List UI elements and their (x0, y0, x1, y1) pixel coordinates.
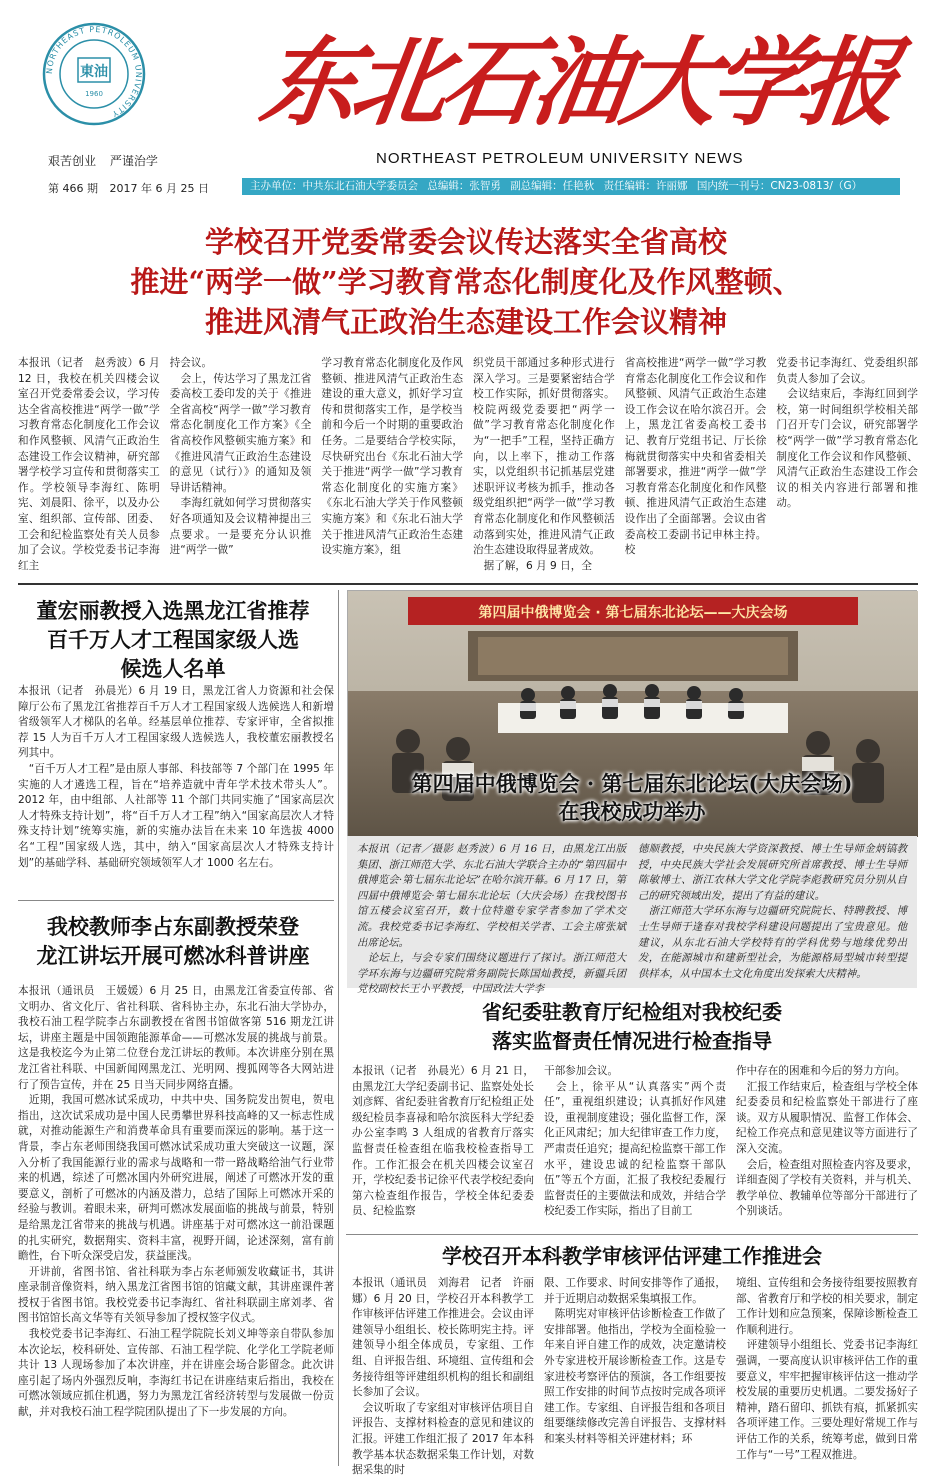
talent-headline (14, 596, 332, 683)
inspection-headline-line-1: 省纪委驻教育厅纪检组对我校纪委 (482, 1000, 782, 1024)
lead-column-6: 党委书记李海红、党委组织部负责人参加了会议。 会议结束后，李海红回到学校，第一时间组织学校相关部门召开专门会议，研究部署学校“两学一做”学习教育常态化制度化工作会议和作风整顿、风清气正政治生态建设工作会议的相关内容进行部署和推动。 (776, 357, 919, 510)
section-divider-right (346, 1234, 918, 1235)
inspection-headline (350, 998, 914, 1056)
motto-2: 严谨治学 (109, 154, 158, 168)
info-deputy-editor: 副总编辑：任艳秋 (510, 180, 595, 192)
issue-date: 2017 年 6 月 25 日 (109, 182, 209, 195)
motto-1: 艰苦创业 (48, 154, 97, 168)
inspection-article (352, 1064, 918, 1230)
paper-name-en: NORTHEAST PETROLEUM UNIVERSITY NEWS (376, 150, 744, 167)
lead-column-2: 持会议。 会上，传达学习了黑龙江省委高校工委印发的关于《推进全省高校“两学一做”学习教育常态化制度化工作方案》《全省高校作风整顿实施方案》和《推进风清气正政治生态建设的意见（试行）》的通知及领导讲话精神。 李海红就如何学习贯彻落实好各项通知及会议精神提出三点要求。一是要充分认识推进“两学一做” (169, 357, 312, 557)
assessment-column-3: 境组、宣传组和会务接待组要按照教育部、省教育厅和学校的相关要求，制定工作计划和应急预案，保障诊断检查工作顺利进行。 评建领导小组组长、党委书记李海红强调，一要高度认识审核评估工作的重要意义，牢牢把握审核评估这一推动学校发展的重要历史机遇。二要发扬好子精神，踏石留印、抓铁有痕，抓紧抓实各项评建工作。三要处理好常规工作与评估工作的关系，统筹考虑，做到日常工作与“一号”工程双推进。 (736, 1277, 918, 1461)
info-sponsor: 主办单位：中共东北石油大学委员会 (250, 180, 418, 192)
lecture-headline (14, 912, 332, 970)
photo-headline-line-1: 第四届中俄博览会 · 第七届东北论坛(大庆会场) (411, 771, 853, 796)
paper-name-logo: 东北石油大学报 (254, 26, 901, 139)
mottos (48, 152, 168, 169)
info-duty-editor: 责任编辑：许丽娜 (603, 180, 688, 192)
issue-line (48, 180, 217, 196)
lead-column-5: 省高校推进“两学一做”学习教育常态化制度化工作会议和作风整顿、风清气正政治生态建设工作会议在哈尔滨召开。会上，黑龙江省委高校工委书记、教育厅党组书记、厅长徐梅就贯彻落实中央和省委相关部署要求，推进“两学一做”学习教育常态化制度化和作风整顿、推进风清气正政治生态建设作出了全面部署。会议由省委高校工委副书记申林主持。校 (624, 357, 767, 557)
seal-year: 1960 (85, 90, 103, 98)
lecture-headline-line-2: 龙江讲坛开展可燃冰科普讲座 (36, 943, 310, 968)
assessment-headline: 学校召开本科教学审核评估评建工作推进会 (442, 1244, 822, 1268)
lead-column-3: 学习教育常态化制度化及作风整顿、推进风清气正政治生态建设的重大意义，抓好学习宣传和贯彻落实工作，是学校当前和今后一个时期的重要政治任务。二是要结合学校实际，尽快研究出台《东北石油大学关于推进“两学一做”学习教育常态化制度化的实施方案》《东北石油大学关于作风整顿实施方案》和《东北石油大学关于推进风清气正政治生态建设实施方案》，组 (321, 357, 464, 557)
photo-headline-line-2: 在我校成功举办 (558, 799, 706, 824)
talent-body: 本报讯（记者 孙晨光）6 月 19 日，黑龙江省人力资源和社会保障厅公布了黑龙江省推荐百千万人才工程国家级人选候选人和新增省级领军人才梯队的名单。经基层单位推荐、专家评审，全省拟推荐 15 人为百千万人才工程国家级人选候选人，我校董宏丽教授名列其中。 “百千万人才工程”是由原人事部、科技部等 7 个部门在 1995 年实施的人才遴选工程，旨在“培养造就中青年学术技术带头人”。2012 年，由中组部、人社部等 11 个部门共同实施了“国家高层次人才特殊支持计划”，将“百千万人才工程”纳入“国家高层次人才特殊支持计划”统筹实施，新的实施办法旨在未来 10 年选拔 4000 名“工程”国家级人选，其中，纳入“国家高层次人才特殊支持计划”的基础学科、基础研究领域领军人才 1000 名左右。 (18, 685, 334, 869)
info-issn: 国内统一刊号：CN23-0813/（G） (696, 180, 863, 192)
assessment-column-1: 本报讯（通讯员 刘海君 记者 许丽娜）6 月 20 日，学校召开本科教学工作审核评估评建工作推进会。会议由评建领导小组组长、校长陈明宪主持。评建领导小组全体成员，专家组、工作组、自评报告组、环境组、宣传组和会务接待组等评建组织机构的组长和副组长参加了会议。 会议听取了专家组对审核评估项目自评报告、支撑材料检查的意见和建议的汇报。评建工作组汇报了 2017 年本科教学基本状态数据采集工作计划，对数据采集的时 (352, 1277, 535, 1477)
photo-headline (350, 770, 914, 826)
photo-banner-text: 第四届中俄博览会 · 第七届东北论坛——大庆会场 (478, 605, 788, 621)
lead-headline-line-3: 推进风清气正政治生态建设工作会议精神 (204, 305, 727, 339)
photo-caption-column-1: 本报讯（记者／摄影 赵秀波）6 月 16 日，由黑龙江出版集团、浙江师范大学、东北石油大学联合主办的“第四届中俄博览会·第七届东北论坛”在哈尔滨开幕。6 月 17 日，第四届中俄博览会·第七届东北论坛（大庆会场）在我校图书馆五楼会议室召开，数十位特邀专家学者参加了学术交流。我校党委书记李海红、学校相关学者、工会主席张斌出席论坛。 论坛上，与会专家们围绕议题进行了探讨。浙江师范大学环东海与边疆研究院常务副院长陈国灿教授，新疆兵团党校副校长王小平教授，中国政法大学李 (357, 843, 626, 996)
talent-headline-line-1: 董宏丽教授入选黑龙江省推荐 (36, 598, 310, 623)
inspection-headline-line-2: 落实监督责任情况进行检查指导 (492, 1029, 772, 1053)
lead-article (18, 356, 918, 578)
lead-column-4: 织党员干部通过多种形式进行深入学习。三是要紧密结合学校工作实际，抓好贯彻落实。校院两级党委要把“两学一做”学习教育常态化制度化作为“一把手”工程，坚持正确方向，以上率下，推动工作落实，以党组织书记抓基层党建述职评议考核为抓手，推动各级党组织把“两学一做”学习教育常态化制度化和作风整顿活动落到实处，推进风清气正政治生态建设取得显著成效。 据了解，6 月 9 日，全 (473, 357, 615, 572)
lecture-headline-line-1: 我校教师李占东副教授荣登 (47, 914, 299, 939)
university-seal-icon (42, 22, 146, 126)
column-divider (338, 590, 339, 1002)
column-divider-lower (338, 1000, 339, 1466)
assessment-column-2: 限、工作要求、时间安排等作了通报，并于近期启动数据采集填报工作。 陈明宪对审核评估诊断检查工作做了安排部署。他指出，学校为全面检验一年来自评自建工作的成效，决定邀请校外专家进校开展诊断检查工作。这是专家进校考察评估的预演，各工作组要按照工作安排的时间节点按时完成各项评建工作。专家组、自评报告组和各项目组要继续修改完善自评报告、支撑材料和案头材料等相关评建材料；环 (544, 1277, 726, 1445)
section-divider-left (18, 900, 334, 901)
lead-headline-line-1: 学校召开党委常委会议传达落实全省高校 (204, 225, 727, 259)
lead-headline-line-2: 推进“两学一做”学习教育常态化制度化及作风整顿、 (130, 265, 802, 299)
issue-number: 第 466 期 (48, 182, 98, 195)
lecture-body: 本报讯（通讯员 王媛媛）6 月 25 日，由黑龙江省委宣传部、省文明办、省文化厅、省社科联、省科协主办，东北石油大学协办，我校石油工程学院李占东副教授在省图书馆做客第 516 期龙江讲坛，讲座主题是中国领跑能源革命——可燃冰发展的挑战与前景。这是我校迄今为止第二位登台龙江讲坛的教师。本次讲座分别在黑龙江省社科联、中国新闻网黑龙江、光明网、搜狐网等各大网站进行了预告宣传，并在 25 日当天同步网络直播。 近期，我国可燃冰试采成功，中共中央、国务院发出贺电，贺电指出，这次试采成功是中国人民勇攀世界科技高峰的又一标志性成就，对推动能源生产和消费革命具有重要而深远的影响。基于这一背景，李占东老师围绕我国可燃冰试采成功重大突破这一议题，深入分析了我国能源行业的需求与战略和一带一路战略给油气行业带来的机遇，综述了可燃冰国内外研究进展，阐述了可燃冰开发的重要意义，剖析了可燃冰的内涵及潜力，总结了国际上可燃冰开采的经验与教训。着眼未来，研判可燃冰发展面临的挑战与前景，特别是给黑龙江省带来的挑战与机遇。讲座基于对可燃冰这一前沿课题的扎实研究，数据翔实、资料丰富，视野开阔，论述深刻，富有前瞻性，台下听众深受启发，获益匪浅。 开讲前，省图书馆、省社科联为李占东老师颁发收藏证书，其讲座录制音像资料，纳入黑龙江省图书馆的馆藏文献，其讲座课件著授权于省图书馆。我校党委书记李海红、省社科联副主席刘孝、省图书馆馆长高文华等有关领导参加了授权签字仪式。 我校党委书记李海红、石油工程学院院长刘义坤等亲自带队参加本次论坛，校科研处、宣传部、石油工程学院、化学化工学院老师共计 13 人现场参加了本次讲座，并在讲座会场合影留念。此次讲座引起了场内外强烈反响，李海红书记在讲座结束后指出，我校在可燃冰领域应抓住机遇，努力为黑龙江省经济转型与发展做一份贡献，并对我校石油工程学院团队提出了下一步发展的方向。 (18, 985, 334, 1419)
photo-caption (347, 836, 917, 996)
inspection-column-1: 本报讯（记者 孙晨光）6 月 21 日，由黑龙江大学纪委副书记、监察处处长刘彦辉、省纪委驻省教育厅纪检组正处级纪检员李喜禄和哈尔滨医科大学纪委办公室李鸣 3 人组成的省教育厅落实监督责任检查组在临我校检查指导工作。工作汇报会在机关四楼会议室召开，学校纪委书记徐平代表学校纪委向第六检查组作报告，学校全体纪委委员、纪检监察 (352, 1065, 534, 1218)
lead-headline (60, 222, 872, 342)
info-editor-in-chief: 总编辑：张智勇 (427, 180, 501, 192)
photo-caption-column-2: 德顺教授，中央民族大学资深教授、博士生导师金炳镐教授，中央民族大学社会发展研究所首席教授、博士生导师陈敏博士、浙江农林大学文化学院李彪教研究员分别从自己的研究领域出发，提出了有益的建议。 浙江师范大学环东海与边疆研究院院长、特聘教授、博士生导师于逢春对我校学科建设问题提出了宝贵意见。他建议，从东北石油大学校特有的学科优势与地缘优势出发，在能源城市和建新型社会，为能源格局型城市转型提供样本，从中国本土文化角度出发探索大庆精神。 (638, 843, 907, 980)
inspection-column-3: 作中存在的困难和今后的努力方向。 汇报工作结束后，检查组与学校全体纪委委员和纪检监察处干部进行了座谈。双方从履职情况、监督工作体会、纪检工作亮点和意见建议等方面进行了深入交流。 会后，检查组对照检查内容及要求，详细查阅了学校有关资料，并与机关、教学单位、教辅单位等部分干部进行了个别谈话。 (736, 1065, 918, 1218)
section-divider (18, 583, 918, 585)
inspection-column-2: 干部参加会议。 会上，徐平从“认真落实”两个责任”，重视组织建设；认真抓好作风建设，重视制度建设；强化监督工作，深化正风肃纪；加大纪律审查工作力度，严肃责任追究；提高纪检监察干部工作水平，建设忠诚的纪检监察干部队伍”等五个方面，汇报了我校纪委履行监督责任的主要做法和成效，并结合学校纪委工作实际，指出了目前工 (544, 1065, 726, 1218)
lead-column-1: 本报讯（记者 赵秀波）6 月 12 日，我校在机关四楼会议室召开党委常委会议，学习传达全省高校推进“两学一做”学习教育常态化制度化工作会议和作风整顿、风清气正政治生态建设工作会议精神，研究部署学校学习宣传和贯彻落实工作。学校领导李海红、陈明宪、刘晨阳、徐平，以及办公室、组织部、宣传部、团委、工会和纪检监察处有关人员参加了会议。学校党委书记李海红主 (18, 357, 160, 572)
publisher-info-bar (242, 178, 900, 195)
masthead (0, 0, 932, 200)
talent-headline-line-2: 百千万人才工程国家级人选 (47, 627, 299, 652)
seal-center-text: 東油 (80, 64, 108, 80)
assessment-article (352, 1276, 918, 1477)
seal-text: NORTHEAST PETROLEUM UNIVERSITY (44, 24, 144, 119)
talent-headline-line-3: 候选人名单 (120, 656, 226, 681)
